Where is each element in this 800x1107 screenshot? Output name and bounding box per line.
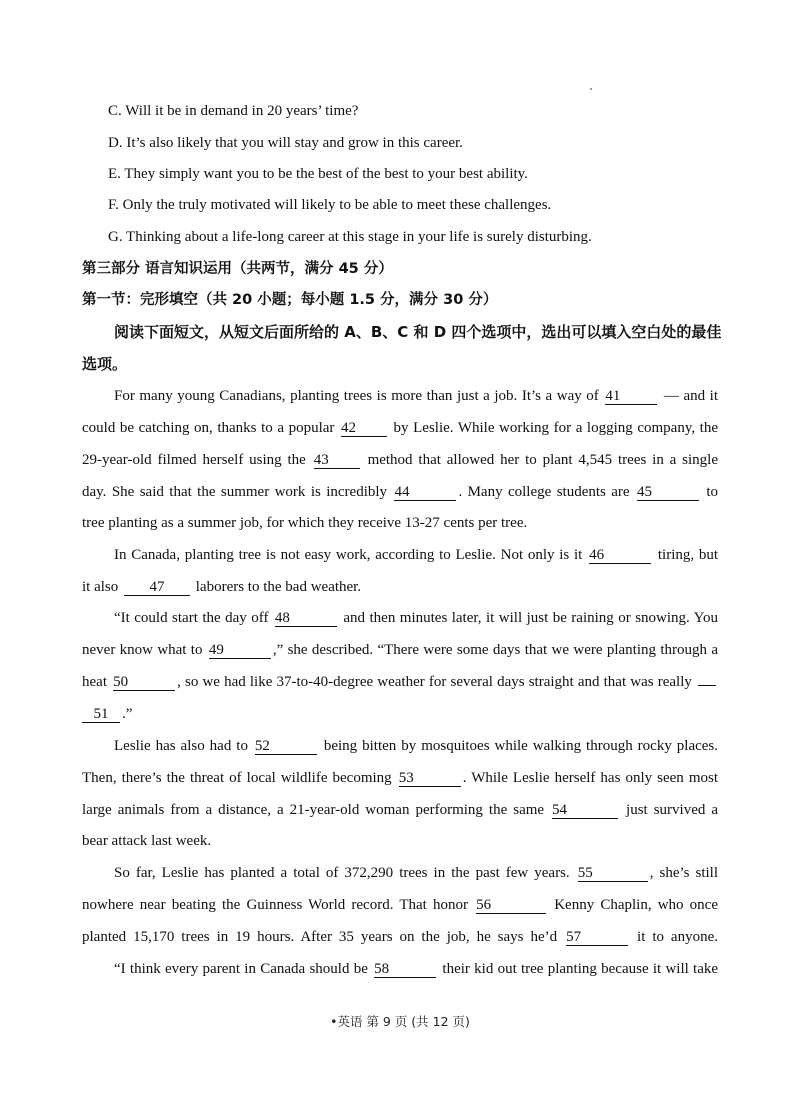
passage-line: [114, 608, 718, 628]
page-footer: •英语 第 9 页 (共 12 页): [330, 1014, 470, 1029]
passage-text: laborers to the bad weather.: [195, 579, 362, 595]
passage-text: For many young Canadians, planting trees is more than just a job. It’s a way of: [114, 388, 599, 404]
passage-text: Kenny Chaplin, who once: [554, 897, 719, 913]
blank-48: 48: [275, 611, 337, 627]
passage-text: — and it: [663, 388, 719, 404]
passage-text: by Leslie. While working for a logging company, the: [393, 420, 718, 436]
passage-text: In Canada, planting tree is not easy work, according to Leslie. Not only is it: [114, 547, 583, 563]
passage-line: [82, 831, 718, 851]
passage-text: could be catching on, thanks to a popular: [82, 420, 335, 436]
blank-52: 52: [255, 739, 317, 755]
passage-line: [114, 959, 718, 979]
passage-text: tree planting as a summer job, for which they receive 13-27 cents per tree.: [82, 515, 528, 531]
passage-line: [82, 768, 718, 788]
blank-58: 58: [374, 962, 436, 978]
passage-text: nowhere near beating the Guinness World record. That honor: [82, 897, 468, 913]
blank-50: 50: [113, 675, 175, 691]
passage-line: [82, 672, 718, 692]
passage-line: [114, 736, 718, 756]
blank-43: 43: [314, 453, 360, 469]
passage-text: their kid out tree planting because it will take: [442, 961, 719, 977]
passage-text: , so we had like 37-to-40-degree weather for several days straight and that was really: [177, 674, 692, 690]
blank-42: 42: [341, 421, 387, 437]
blank-51: 51: [82, 707, 120, 723]
passage-text: , she’s still: [649, 865, 719, 881]
passage-line: [114, 386, 718, 406]
passage-line: [114, 545, 718, 565]
passage-line: [82, 800, 718, 820]
blank-53: 53: [399, 771, 461, 787]
blank-44: 44: [394, 485, 456, 501]
passage-text: it also: [82, 579, 119, 595]
passage-text: never know what to: [82, 642, 203, 658]
option-c: C. Will it be in demand in 20 years’ time?: [108, 103, 359, 119]
blank-45: 45: [637, 485, 699, 501]
passage-text: . Many college students are: [458, 484, 630, 500]
passage-line: [82, 513, 718, 533]
passage-line: [82, 450, 718, 470]
blank-55: 55: [578, 866, 648, 882]
passage-text: method that allowed her to plant 4,545 trees in a single: [367, 452, 719, 468]
option-d: D. It’s also likely that you will stay and grow in this career.: [108, 135, 463, 151]
instructions-line-1: 阅读下面短文，从短文后面所给的 A、B、C 和 D 四个选项中，选出可以填入空白处的最佳: [114, 323, 722, 341]
passage-text: “I think every parent in Canada should be: [114, 961, 368, 977]
passage-line: [114, 863, 718, 883]
passage-text: 29-year-old filmed herself using the: [82, 452, 306, 468]
subsection-heading: 第一节：完形填空（共 20 小题；每小题 1.5 分，满分 30 分）: [82, 292, 498, 308]
passage-line: [82, 927, 718, 947]
passage-text: So far, Leslie has planted a total of 372,290 trees in the past few years.: [114, 865, 570, 881]
passage-line: [82, 482, 718, 502]
blank-57: 57: [566, 930, 628, 946]
passage-text: . While Leslie herself has only seen most: [462, 770, 719, 786]
passage-line: [82, 577, 718, 597]
passage-text: .”: [122, 706, 133, 722]
passage-text: Leslie has also had to: [114, 738, 248, 754]
passage-text: ,” she described. “There were some days that we were planting through a: [272, 642, 719, 658]
option-g: G. Thinking about a life-long career at this stage in your life is surely disturbing.: [108, 229, 592, 245]
blank-54: 54: [552, 803, 618, 819]
passage-text: large animals from a distance, a 21-year-old woman performing the same: [82, 802, 545, 818]
passage-line: [82, 704, 718, 724]
passage-text: to: [706, 484, 719, 500]
passage-line: [82, 418, 718, 438]
passage-text: tiring, but: [657, 547, 719, 563]
blank-41: 41: [605, 389, 657, 405]
section-heading: 第三部分 语言知识运用（共两节，满分 45 分）: [82, 261, 393, 277]
instructions-line-2: 选项。: [82, 355, 128, 373]
blank-51-start: [698, 685, 716, 686]
passage-text: planted 15,170 trees in 19 hours. After 35 years on the job, he says he’d: [82, 929, 558, 945]
blank-49: 49: [209, 643, 271, 659]
passage-text: “It could start the day off: [114, 610, 269, 626]
passage-text: being bitten by mosquitoes while walking through rocky places.: [323, 738, 718, 754]
blank-47: 47: [124, 580, 190, 596]
passage-line: [82, 640, 718, 660]
passage-text: and then minutes later, it will just be raining or snowing. You: [343, 610, 719, 626]
blank-46: 46: [589, 548, 651, 564]
passage-line: [82, 895, 718, 915]
passage-text: just survived a: [626, 802, 719, 818]
passage-text: heat: [82, 674, 107, 690]
option-e: E. They simply want you to be the best of the best to your best ability.: [108, 166, 528, 182]
option-f: F. Only the truly motivated will likely to be able to meet these challenges.: [108, 197, 552, 213]
passage-text: day. She said that the summer work is incredibly: [82, 484, 388, 500]
scan-speck: [590, 88, 592, 90]
passage-text: Then, there’s the threat of local wildlife becoming: [82, 770, 392, 786]
passage-text: bear attack last week.: [82, 833, 212, 849]
blank-56: 56: [476, 898, 546, 914]
passage-text: it to anyone.: [637, 929, 718, 945]
